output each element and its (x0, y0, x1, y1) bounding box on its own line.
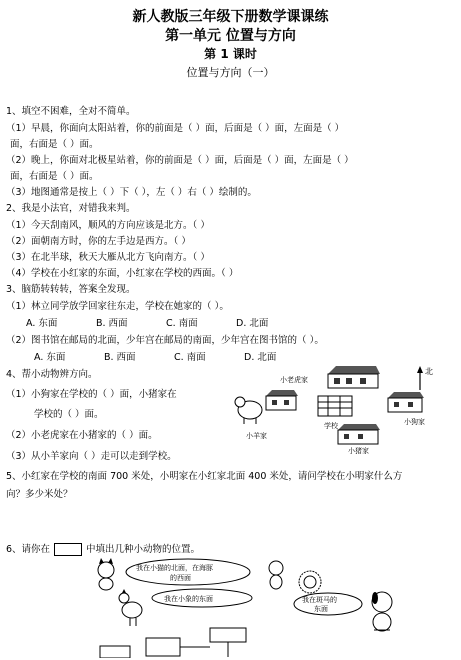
q2-line-1: （1）今天刮南风，顺风的方向应该是北方。（ ） (6, 220, 210, 231)
answer-box-left (146, 638, 180, 656)
north-arrow-icon (417, 366, 423, 390)
bubble-1-line-2: 的西面 (170, 574, 191, 582)
dog-house-icon (388, 392, 424, 412)
q6-text-after: 中填出几种小动物的位置。 (86, 544, 201, 555)
bubble-1-line-1: 我在小猫的北面，在海豚 (136, 564, 213, 572)
pig-house-icon (338, 424, 380, 444)
q1-line-5: （3）地图通常是按上（ ）下（ ），左（ ）右（ ）绘制的。 (6, 187, 257, 198)
q6-blank-box (54, 543, 82, 556)
sheep-house-icon (266, 390, 298, 410)
q1-heading: 1、填空不困难，全对不简单。 (6, 106, 136, 117)
q4-heading: 4、帮小动物辨方向。 (6, 369, 98, 380)
q3-opt-1a: A. 东面 (26, 318, 58, 329)
doc-title: 新人教版三年级下册数学课课练 (132, 9, 329, 25)
map-dog-label: 小狗家 (404, 418, 425, 426)
bubble-3-line-2: 东面 (314, 605, 328, 613)
q3-opt-2c: C. 南面 (174, 352, 206, 363)
lesson-title: 第 1 课时 (204, 47, 257, 61)
q3-heading: 3、脑筋转转转，答案全发现。 (6, 284, 136, 295)
q3-opt-1b: B. 西面 (96, 318, 128, 329)
tiger-house-icon (328, 366, 380, 388)
q3-opt-2b: B. 西面 (104, 352, 136, 363)
q5-line-1: 5、小红家在学校的南面 700 米处，小明家在小红家北面 400 米处，请问学校在小明家什么方 (6, 471, 403, 482)
q4-line-2: 学校的（ ）面。 (34, 409, 104, 420)
map-pig-label: 小猪家 (348, 447, 369, 454)
bubble-3-line-1: 我在斑马的 (302, 596, 337, 604)
lion-icon (299, 571, 321, 593)
q3-opt-1c: C. 南面 (166, 318, 198, 329)
q1-line-1: （1）早晨，你面向太阳站着，你的前面是（ ）面，后面是（ ）面，左面是（ ） (6, 123, 345, 134)
section-subtitle: 位置与方向（一） (186, 66, 275, 79)
q2-line-4: （4）学校在小红家的东面，小红家在学校的西面。（ ） (6, 268, 239, 279)
unit-title: 第一单元 位置与方向 (165, 28, 296, 44)
q3-opt-2a: A. 东面 (34, 352, 66, 363)
rooster-icon (119, 589, 142, 626)
answer-box-middle (210, 628, 246, 642)
map-school-label: 学校 (324, 422, 338, 430)
dog-icon (372, 592, 392, 631)
q4-line-3: （2）小老虎家在小猪家的（ ）面。 (6, 430, 158, 441)
q1-line-3: （2）晚上，你面对北极星站着，你的前面是（ ）面，后面是（ ）面，左面是（ ） (6, 155, 354, 166)
answer-box-bottom-left (100, 646, 130, 658)
map-north-label: 北 (425, 367, 433, 376)
q3-options-2 (34, 349, 314, 363)
q2-line-2: （2）面朝南方时，你的左手边是西方。（ ） (6, 236, 191, 247)
q4-line-4: （3）从小羊家向（ ）走可以走到学校。 (6, 451, 177, 462)
q6-instruction (6, 541, 200, 556)
q2-line-3: （3）在北半球，秋天大雁从北方飞向南方。（ ） (6, 252, 210, 263)
q5-line-2: 向？多少米处？ (6, 489, 73, 500)
q1-line-2: 面，右面是（ ）面。 (10, 139, 99, 150)
cat-icon (98, 558, 114, 590)
q1-line-4: 面，右面是（ ）面。 (10, 171, 99, 182)
q3-line-2: （2）图书馆在邮局的北面，少年宫在邮局的南面，少年宫在图书馆的（ ）。 (6, 335, 324, 346)
monkey-icon (269, 561, 283, 589)
q3-opt-1d: D. 北面 (236, 318, 269, 329)
q3-line-1: （1）林立同学放学回家往东走，学校在她家的（ ）。 (6, 301, 229, 312)
sheep-icon (235, 397, 262, 424)
animal-position-illustration (90, 558, 420, 658)
school-building-icon (318, 396, 352, 416)
map-tiger-label: 小老虎家 (280, 376, 308, 384)
bubble-2-text: 我在小象的东面 (164, 595, 213, 603)
map-sheep-label: 小羊家 (246, 432, 267, 440)
q2-heading: 2、我是小法官，对错我来判。 (6, 203, 136, 214)
q4-line-1: （1）小狗家在学校的（ ）面，小猪家在 (6, 389, 177, 400)
q3-options-1 (26, 315, 306, 329)
q6-text-before: 6、请你在 (6, 544, 51, 555)
q3-opt-2d: D. 北面 (244, 352, 277, 363)
animal-map-illustration (228, 364, 456, 454)
